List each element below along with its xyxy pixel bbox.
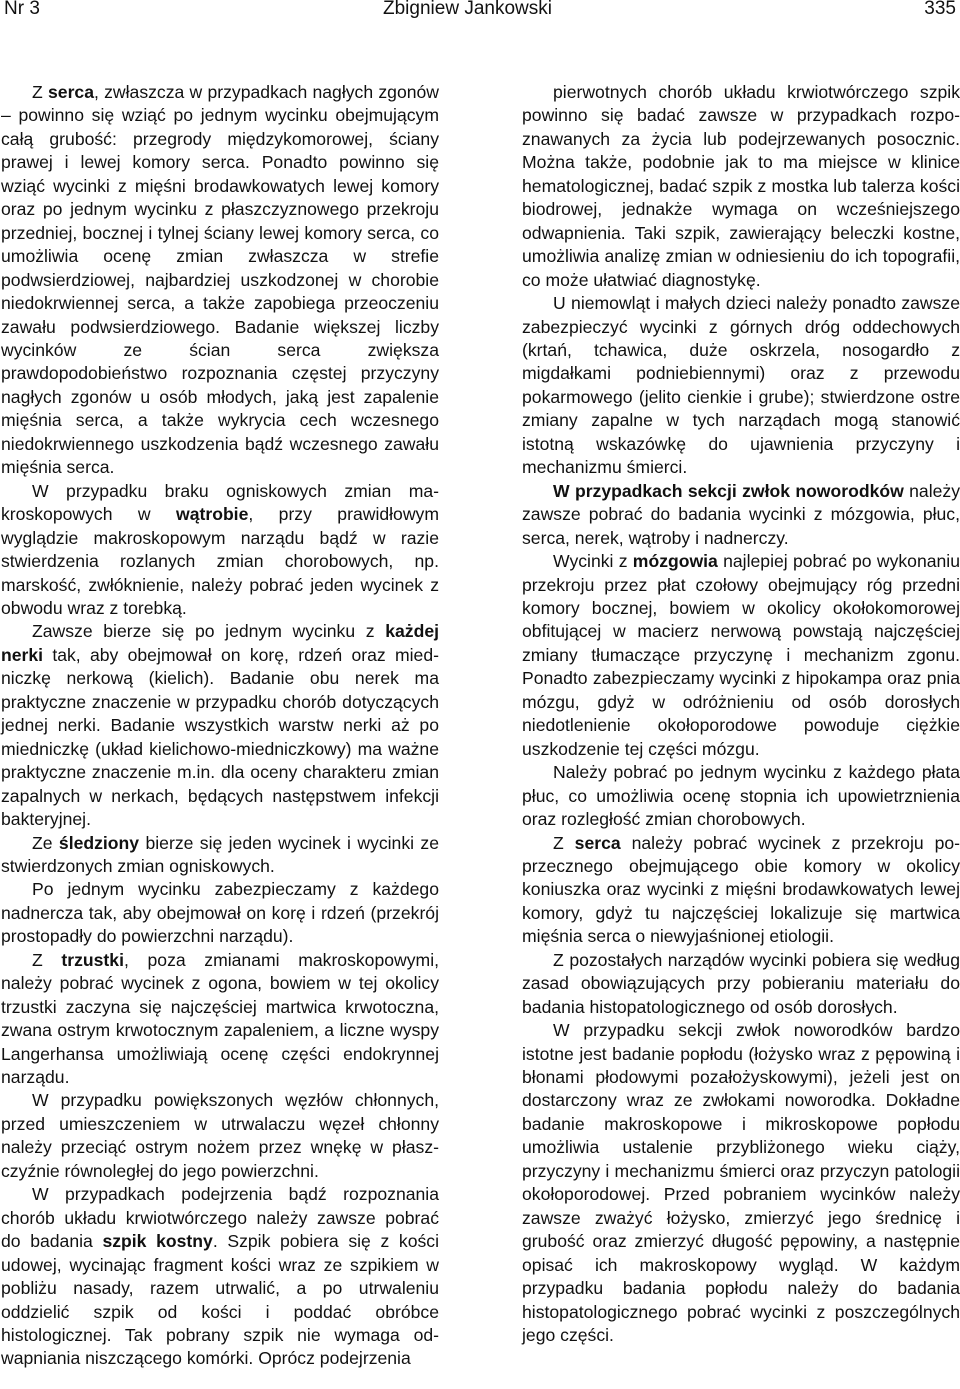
text-run: U niemowląt i małych dzieci należy ponadto zawsze zabezpieczyć wycinki z górnych dróg oddechowych (krtań, tchawica, duże oskrzela, nosogardło z migdałkami podniebiennymi) oraz z przewodu pokarmowego (jelito cienkie i grube); stwierdzone ostre zmiany zapalne w tych narządach mogą stanowić istotną wskazówkę do ujawnienia przyczyny i mechanizmu śmierci. <box>522 293 960 478</box>
paragraph <box>522 480 960 550</box>
paragraph <box>1 1089 439 1183</box>
paragraph <box>522 81 960 292</box>
bold-term: wątrobie <box>176 504 249 525</box>
text-run: Z pozostałych narządów wycinki pobiera się według zasad obowiązujących przy pobieraniu materiału do badania histopatologicznego od osób dorosłych. <box>522 949 960 1017</box>
text-run: , zwłaszcza w przypadkach nagłych zgonów – powinno się wziąć po jednym wycinku obejmującym całą grubość: przegrody międzykomorowej, ściany prawej i lewej komory serca. Ponadto powinno się wziąć wycinki z mięśni brodawkowatych lewej komory oraz po jednym wycinku z płaszczyznowego przekroju przedniej, bocznej i tylnej ściany lewej komory serca, co umożliwia ocenę zmian zwłaszcza w strefie podwsierdziowej, najbardziej uszkodzonej w chorobie niedokrwiennej serca, a także zapobiega przeoczeniu zawału podwsierdziowego. Badanie większej liczby wycinków ze ścian serca zwiększa prawdopodobieństwo rozpoznania częstej przyczyny nagłych zgonów u osób młodych, jaką jest zapalenie mięśnia serca, a także wykrycia cech wczesnego niedokrwiennego uszkodzenia bądź wczesnego zawału mięśnia serca. <box>1 82 439 478</box>
paragraph <box>522 949 960 1019</box>
text-run: Z <box>553 832 575 853</box>
paragraph <box>522 761 960 831</box>
paragraph <box>522 1019 960 1347</box>
bold-term: serca <box>48 82 94 102</box>
text-run: Należy pobrać po jednym wycinku z każdego płata płuc, co umożliwia ocenę stopnia ich upowietrznienia oraz rozległość zmian chorobowych. <box>522 762 960 830</box>
paragraph <box>1 949 439 1090</box>
bold-term: każdej nerki <box>1 621 439 665</box>
paragraph <box>522 292 960 480</box>
journal-issue: Nr 3 <box>4 0 40 19</box>
paragraph <box>1 81 439 480</box>
text-run: należy pobrać wycinek z przekroju poprzecznego obejmującego obie komory w okolicy koniuszka oraz wycinki z mięśni brodawkowatych lewej komory, gdyż tu najczęściej lokalizuje się martwica mięśnia serca o niewyjaśnionej etiologii. <box>522 832 960 947</box>
text-run: W przypadku braku ogniskowych zmian makroskopowych w <box>1 480 439 525</box>
text-run: . Szpik pobiera się z kości udowej, wycinając fragment kości wraz ze szpikiem w pobliżu nasady, razem utrwalić, a po utrwaleniu oddzielić szpik od kości i poddać obróbce histologicznej. Tak pobrany szpik nie wymaga odwapniania niszczącego komórki. Oprócz podejrzenia <box>1 1231 439 1369</box>
text-run: pierwotnych chorób układu krwiotwórczego szpik powinno się badać zawsze w przypadkach rozpoznawanych za życia lub podejrzewanych posocznic. Można także, podobnie jak to ma miejsce w klinice hematologicznej, badać szpik z mostka lub talerza kości biodrowej, jednakże wymaga on wcześniejszego odwapnienia. Taki szpik, zawierający beleczki kostne, umożliwia analizę zmian w odniesieniu do ich topografii, co może ułatwiać diagnostykę. <box>522 82 960 290</box>
left-text-column <box>1 81 439 1371</box>
text-run: , przy prawidłowym wyglądzie makroskopowym narządu bądź w razie stwierdzenia rozlanych zmian chorobowych, np. marskość, zwłóknienie, należy pobrać jeden wycinek z obwodu wraz z torebką. <box>1 504 439 618</box>
bold-term: serca <box>574 832 621 853</box>
text-run: , poza zmianami makroskopowymi, należy pobrać wycinek z ogona, bowiem w tej okolicy trzustki zaczyna się najczęściej martwica krwotoczna, zwana ostrym krwotocznym zapaleniem, a liczne wyspy Langerhansa umożliwiają ocenę części endokrynnej narządu. <box>1 949 439 1088</box>
bold-term: śledziony <box>58 832 140 853</box>
paragraph <box>522 550 960 761</box>
running-header <box>0 0 960 26</box>
text-run: Ze <box>32 832 59 853</box>
paragraph <box>1 620 439 831</box>
text-run: W przypadku powiększonych węzłów chłonnych, przed umieszczeniem w utrwalaczu węzeł chłonny należy przeciąć ostrym nożem przez wnękę w płaszczyźnie równoległej do jego powierzchni. <box>1 1090 439 1181</box>
paragraph <box>522 832 960 949</box>
text-run: Wycinki z <box>553 551 633 572</box>
text-run: W przypadku sekcji zwłok noworodków bardzo istotne jest badanie popłodu (łożysko wraz z pępowiną i błonami płodowymi pozałożyskowymi), jeżeli jest on dostarczony wraz ze zwłokami noworodka. Dokładne badanie makroskopowe i mikroskopowe popłodu umożliwia ustalenie przybliżonego wieku ciąży, przyczyny i mechanizmu śmierci oraz przyczyn patologii okołoporodowej. Przed pobraniem wycinków należy zawsze zważyć łożysko, zmierzyć jego średnicę i grubość oraz zmierzyć długość pępowiny, a następnie opisać ich makroskopowy wygląd. W każdym przypadku badania popłodu należy do badania histopatologicznego pobrać wycinki z poszczególnych jego części. <box>522 1020 960 1346</box>
text-run: należy zawsze pobrać do badania wycinki z mózgowia, płuc, serca, nerek, wątroby i nadnerczy. <box>522 480 960 548</box>
text-run: najlepiej pobrać po wykonaniu przekroju przez płat czołowy obejmujący róg przedni komory bocznej, bowiem w okolicy okołokomorowej obfitującej w macierz nerwową powstają najczęściej zmiany tłumaczące przyczynę i mechanizm zgonu. Ponadto zabezpieczamy wycinki z hipokampa oraz pnia mózgu, gdyż w odróżnieniu od osób dorosłych niedotlenienie okołoporodowe powoduje ciężkie uszkodzenie tej części mózgu. <box>522 551 960 759</box>
paragraph <box>1 1183 439 1371</box>
paragraph <box>1 480 439 621</box>
bold-term: mózgowia <box>632 551 718 572</box>
text-run: bierze się jeden wycinek i wycinki ze stwierdzonych zmian ogniskowych. <box>1 832 439 876</box>
author-name: Zbigniew Jankowski <box>383 0 552 19</box>
paragraph <box>1 832 439 879</box>
bold-term: szpik kostny <box>102 1231 213 1252</box>
text-run: tak, aby obejmował on korę, rdzeń oraz miedniczkę nerkową (kielich). Badanie obu nerek ma praktyczne znaczenie w przypadku chorób dotyczących jednej nerki. Badanie wszystkich warstw nerki aż po miedniczkę (układ kielichowo-miedniczkowy) ma ważne praktyczne znaczenie m.in. dla oceny charakteru zmian zapalnych w nerkach, będących następstwem infekcji bakteryjnej. <box>1 644 439 830</box>
text-run: Po jednym wycinku zabezpieczamy z każdego nadnercza tak, aby obejmował on korę i rdzeń (przekrój prostopadły do powierzchni narządu). <box>1 879 439 947</box>
right-text-column <box>522 81 960 1347</box>
bold-term: W przypadkach sekcji zwłok noworodków <box>553 480 904 501</box>
text-run: Z <box>32 949 62 970</box>
bold-term: trzustki <box>61 949 124 970</box>
text-run: Zawsze bierze się po jednym wycinku z <box>32 621 386 642</box>
text-run: W przypadkach podejrzenia bądź rozpoznania chorób układu krwiotwórczego należy zawsze pobrać do badania <box>1 1184 439 1252</box>
paragraph <box>1 878 439 948</box>
page-number: 335 <box>924 0 956 19</box>
text-run: Z <box>32 82 48 102</box>
